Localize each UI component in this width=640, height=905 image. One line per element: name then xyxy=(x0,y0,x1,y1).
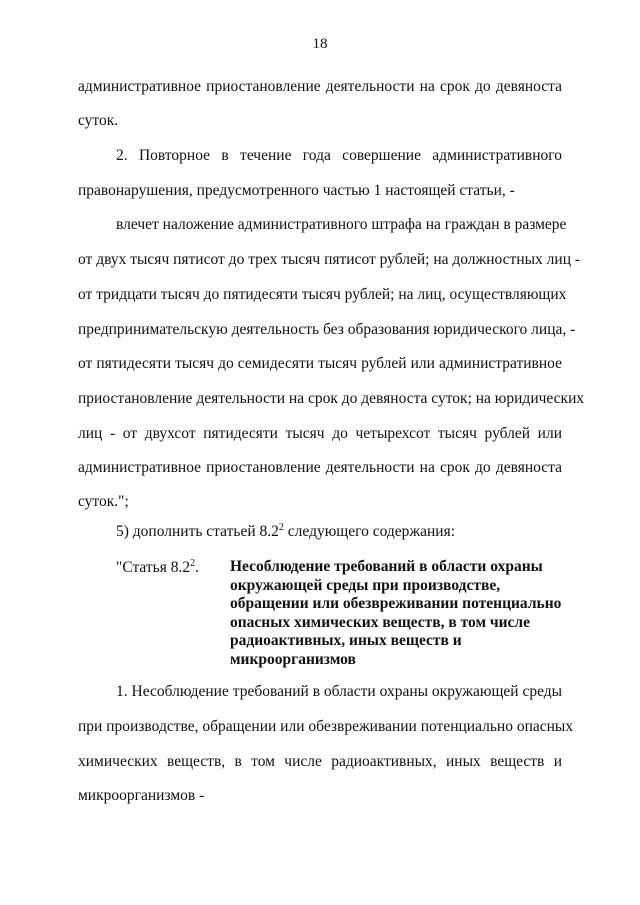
article-label-end: . xyxy=(195,559,199,576)
penalty-first-line: влечет наложение административного штрафа на граждан в размере xyxy=(116,216,567,233)
text-line: предпринимательскую деятельность без образования юридического лица, - xyxy=(78,321,576,338)
article-label-text: "Статья 8.2 xyxy=(116,559,191,576)
amendment-text-end: следующего содержания: xyxy=(283,523,456,540)
article-paragraph-1-first-line: 1. Несоблюдение требований в области охраны окружающей среды xyxy=(116,683,563,700)
text-line: от тридцати тысяч до пятидесяти тысяч рублей; на лиц, осуществляющих xyxy=(78,286,567,303)
amendment-line xyxy=(116,522,562,542)
text-line: от двух тысяч пятисот до трех тысяч пятисот рублей; на должностных лиц - xyxy=(78,251,581,268)
text-line: лиц - от двухсот пятидесяти тысяч до четырехсот тысяч рублей или xyxy=(78,425,562,442)
article-label-superscript: 2 xyxy=(190,558,196,569)
article-title-line: окружающей среды при производстве, xyxy=(230,576,501,594)
text-line: суток. xyxy=(78,112,119,129)
article-title-line: опасных химических веществ, в том числе xyxy=(230,613,531,631)
amendment-text: 5) дополнить статьей 8.2 xyxy=(116,523,279,540)
article-label xyxy=(116,558,199,578)
article-title-line: радиоактивных, иных веществ и xyxy=(230,632,462,649)
text-line: приостановление деятельности на срок до девяноста суток; на юридических xyxy=(78,390,585,407)
text-line: от пятидесяти тысяч до семидесяти тысяч рублей или административное xyxy=(78,355,562,372)
text-line: административное приостановление деятельности на срок до девяноста xyxy=(78,78,562,95)
article-title-line: обращении или обезвреживании потенциально xyxy=(230,595,562,612)
article-title-line: микроорганизмов xyxy=(230,650,356,668)
article-title xyxy=(230,558,560,669)
paragraph-2-first-line: 2. Повторное в течение года совершение административного xyxy=(116,147,562,164)
article-title-line: Несоблюдение требований в области охраны xyxy=(230,558,543,575)
text-line: административное приостановление деятельности на срок до девяноста xyxy=(78,459,562,476)
amendment-superscript: 2 xyxy=(278,522,284,533)
text-line: суток."; xyxy=(78,493,129,510)
text-line: правонарушения, предусмотренного частью 1 настоящей статьи, - xyxy=(78,182,515,199)
text-line: при производстве, обращении или обезвреживании потенциально опасных xyxy=(78,718,574,735)
text-line: микроорганизмов - xyxy=(78,787,205,804)
page-number: 18 xyxy=(312,36,328,52)
text-line: химических веществ, в том числе радиоактивных, иных веществ и xyxy=(78,753,562,770)
